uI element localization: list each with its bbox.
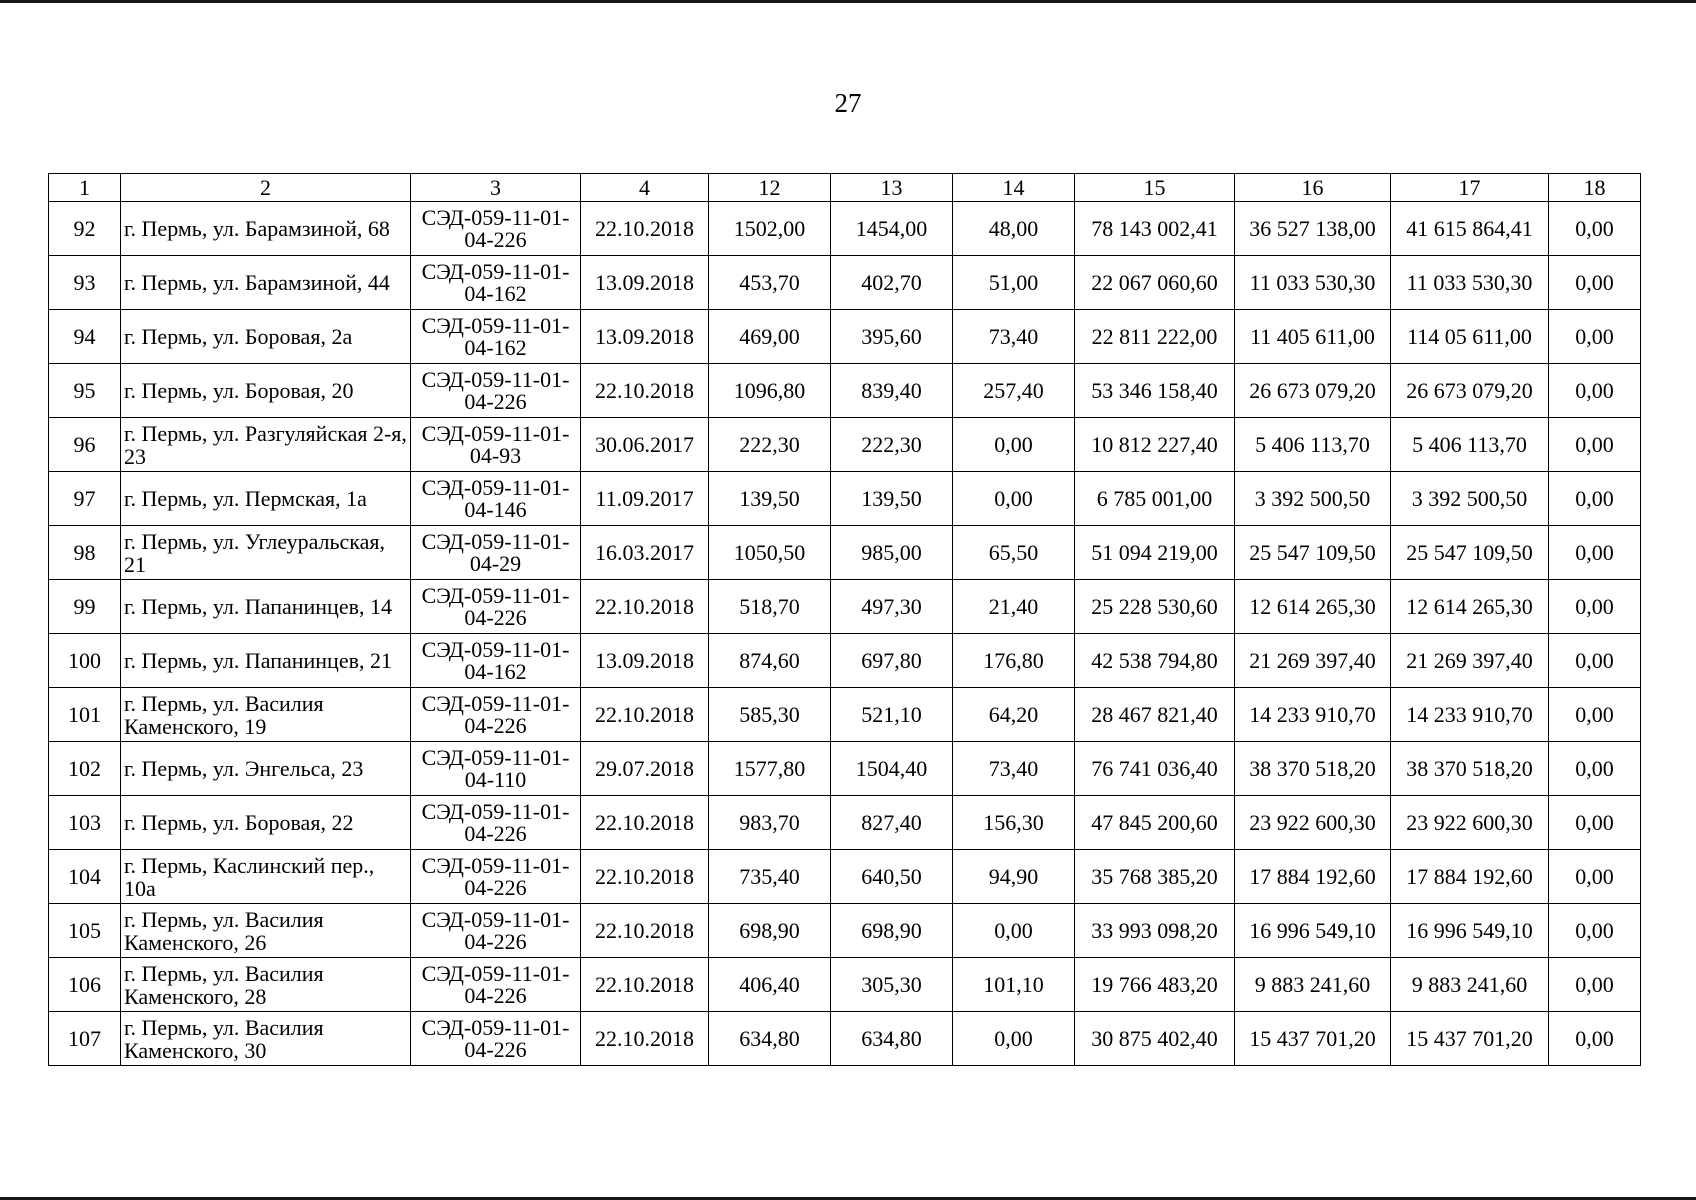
total-area-cell: 698,90	[709, 904, 831, 958]
total-area-cell: 406,40	[709, 958, 831, 1012]
decree-date-cell: 22.10.2018	[581, 1012, 709, 1066]
non-residential-area-cell: 21,40	[953, 580, 1075, 634]
fund-share-cell: 23 922 600,30	[1235, 796, 1391, 850]
non-residential-area-cell: 0,00	[953, 1012, 1075, 1066]
column-header-1: 1	[49, 174, 121, 202]
non-residential-area-cell: 156,30	[953, 796, 1075, 850]
total-cost-cell: 6 785 001,00	[1075, 472, 1235, 526]
address-cell: г. Пермь, ул. Барамзиной, 68	[121, 202, 411, 256]
owner-share-cell: 9 883 241,60	[1391, 958, 1549, 1012]
residential-area-cell: 222,30	[831, 418, 953, 472]
decree-number-cell: СЭД-059-11-01-04-29	[411, 526, 581, 580]
total-cost-cell: 51 094 219,00	[1075, 526, 1235, 580]
decree-number-cell: СЭД-059-11-01-04-226	[411, 850, 581, 904]
residential-area-cell: 827,40	[831, 796, 953, 850]
total-area-cell: 634,80	[709, 1012, 831, 1066]
address-cell: г. Пермь, ул. Боровая, 22	[121, 796, 411, 850]
row-number-cell: 106	[49, 958, 121, 1012]
decree-date-cell: 16.03.2017	[581, 526, 709, 580]
table-row	[49, 526, 1641, 580]
decree-number-cell: СЭД-059-11-01-04-226	[411, 580, 581, 634]
column-header-13: 13	[831, 174, 953, 202]
owner-share-cell: 38 370 518,20	[1391, 742, 1549, 796]
total-area-cell: 585,30	[709, 688, 831, 742]
total-area-cell: 453,70	[709, 256, 831, 310]
decree-number-cell: СЭД-059-11-01-04-226	[411, 1012, 581, 1066]
table-row	[49, 202, 1641, 256]
remaining-cell: 0,00	[1549, 850, 1641, 904]
table-row	[49, 958, 1641, 1012]
remaining-cell: 0,00	[1549, 580, 1641, 634]
fund-share-cell: 5 406 113,70	[1235, 418, 1391, 472]
total-area-cell: 1502,00	[709, 202, 831, 256]
scan-edge-top	[0, 0, 1696, 3]
row-number-cell: 103	[49, 796, 121, 850]
fund-share-cell: 21 269 397,40	[1235, 634, 1391, 688]
decree-date-cell: 11.09.2017	[581, 472, 709, 526]
column-header-12: 12	[709, 174, 831, 202]
address-cell: г. Пермь, ул. Боровая, 20	[121, 364, 411, 418]
row-number-cell: 94	[49, 310, 121, 364]
row-number-cell: 95	[49, 364, 121, 418]
row-number-cell: 93	[49, 256, 121, 310]
address-cell: г. Пермь, ул. Папанинцев, 14	[121, 580, 411, 634]
non-residential-area-cell: 94,90	[953, 850, 1075, 904]
owner-share-cell: 3 392 500,50	[1391, 472, 1549, 526]
remaining-cell: 0,00	[1549, 418, 1641, 472]
table-header-row	[49, 174, 1641, 202]
row-number-cell: 101	[49, 688, 121, 742]
owner-share-cell: 14 233 910,70	[1391, 688, 1549, 742]
non-residential-area-cell: 257,40	[953, 364, 1075, 418]
address-cell: г. Пермь, ул. Энгельса, 23	[121, 742, 411, 796]
row-number-cell: 96	[49, 418, 121, 472]
owner-share-cell: 114 05 611,00	[1391, 310, 1549, 364]
residential-area-cell: 634,80	[831, 1012, 953, 1066]
total-area-cell: 735,40	[709, 850, 831, 904]
decree-number-cell: СЭД-059-11-01-04-146	[411, 472, 581, 526]
decree-date-cell: 22.10.2018	[581, 796, 709, 850]
decree-date-cell: 22.10.2018	[581, 580, 709, 634]
address-cell: г. Пермь, ул. Василия Каменского, 30	[121, 1012, 411, 1066]
total-cost-cell: 22 067 060,60	[1075, 256, 1235, 310]
total-area-cell: 874,60	[709, 634, 831, 688]
column-header-18: 18	[1549, 174, 1641, 202]
residential-area-cell: 640,50	[831, 850, 953, 904]
address-cell: г. Пермь, ул. Папанинцев, 21	[121, 634, 411, 688]
residential-area-cell: 497,30	[831, 580, 953, 634]
non-residential-area-cell: 0,00	[953, 418, 1075, 472]
decree-date-cell: 22.10.2018	[581, 850, 709, 904]
total-cost-cell: 78 143 002,41	[1075, 202, 1235, 256]
owner-share-cell: 16 996 549,10	[1391, 904, 1549, 958]
residential-area-cell: 985,00	[831, 526, 953, 580]
table-row	[49, 418, 1641, 472]
row-number-cell: 104	[49, 850, 121, 904]
fund-share-cell: 3 392 500,50	[1235, 472, 1391, 526]
column-header-2: 2	[121, 174, 411, 202]
column-header-17: 17	[1391, 174, 1549, 202]
total-cost-cell: 28 467 821,40	[1075, 688, 1235, 742]
owner-share-cell: 23 922 600,30	[1391, 796, 1549, 850]
total-area-cell: 1577,80	[709, 742, 831, 796]
address-cell: г. Пермь, ул. Пермская, 1а	[121, 472, 411, 526]
owner-share-cell: 25 547 109,50	[1391, 526, 1549, 580]
residential-area-cell: 305,30	[831, 958, 953, 1012]
owner-share-cell: 21 269 397,40	[1391, 634, 1549, 688]
total-cost-cell: 25 228 530,60	[1075, 580, 1235, 634]
row-number-cell: 98	[49, 526, 121, 580]
fund-share-cell: 26 673 079,20	[1235, 364, 1391, 418]
fund-share-cell: 9 883 241,60	[1235, 958, 1391, 1012]
decree-date-cell: 22.10.2018	[581, 958, 709, 1012]
residential-area-cell: 395,60	[831, 310, 953, 364]
row-number-cell: 100	[49, 634, 121, 688]
owner-share-cell: 41 615 864,41	[1391, 202, 1549, 256]
column-header-15: 15	[1075, 174, 1235, 202]
total-cost-cell: 10 812 227,40	[1075, 418, 1235, 472]
remaining-cell: 0,00	[1549, 1012, 1641, 1066]
owner-share-cell: 26 673 079,20	[1391, 364, 1549, 418]
table-row	[49, 904, 1641, 958]
residential-area-cell: 521,10	[831, 688, 953, 742]
fund-share-cell: 11 405 611,00	[1235, 310, 1391, 364]
address-cell: г. Пермь, ул. Боровая, 2а	[121, 310, 411, 364]
remaining-cell: 0,00	[1549, 256, 1641, 310]
fund-share-cell: 16 996 549,10	[1235, 904, 1391, 958]
residential-area-cell: 697,80	[831, 634, 953, 688]
fund-share-cell: 11 033 530,30	[1235, 256, 1391, 310]
non-residential-area-cell: 51,00	[953, 256, 1075, 310]
owner-share-cell: 12 614 265,30	[1391, 580, 1549, 634]
decree-number-cell: СЭД-059-11-01-04-93	[411, 418, 581, 472]
row-number-cell: 102	[49, 742, 121, 796]
decree-number-cell: СЭД-059-11-01-04-226	[411, 688, 581, 742]
residential-area-cell: 839,40	[831, 364, 953, 418]
table-row	[49, 1012, 1641, 1066]
decree-date-cell: 13.09.2018	[581, 256, 709, 310]
decree-date-cell: 22.10.2018	[581, 904, 709, 958]
decree-date-cell: 29.07.2018	[581, 742, 709, 796]
table-row	[49, 688, 1641, 742]
total-cost-cell: 33 993 098,20	[1075, 904, 1235, 958]
non-residential-area-cell: 0,00	[953, 472, 1075, 526]
total-area-cell: 983,70	[709, 796, 831, 850]
decree-number-cell: СЭД-059-11-01-04-226	[411, 202, 581, 256]
decree-number-cell: СЭД-059-11-01-04-226	[411, 796, 581, 850]
remaining-cell: 0,00	[1549, 202, 1641, 256]
address-cell: г. Пермь, ул. Василия Каменского, 19	[121, 688, 411, 742]
total-cost-cell: 47 845 200,60	[1075, 796, 1235, 850]
non-residential-area-cell: 48,00	[953, 202, 1075, 256]
decree-number-cell: СЭД-059-11-01-04-226	[411, 364, 581, 418]
total-area-cell: 222,30	[709, 418, 831, 472]
decree-date-cell: 22.10.2018	[581, 364, 709, 418]
remaining-cell: 0,00	[1549, 796, 1641, 850]
row-number-cell: 107	[49, 1012, 121, 1066]
decree-number-cell: СЭД-059-11-01-04-226	[411, 958, 581, 1012]
column-header-4: 4	[581, 174, 709, 202]
decree-date-cell: 22.10.2018	[581, 688, 709, 742]
non-residential-area-cell: 101,10	[953, 958, 1075, 1012]
fund-share-cell: 14 233 910,70	[1235, 688, 1391, 742]
decree-number-cell: СЭД-059-11-01-04-162	[411, 256, 581, 310]
total-cost-cell: 19 766 483,20	[1075, 958, 1235, 1012]
total-cost-cell: 30 875 402,40	[1075, 1012, 1235, 1066]
total-area-cell: 1096,80	[709, 364, 831, 418]
total-cost-cell: 35 768 385,20	[1075, 850, 1235, 904]
remaining-cell: 0,00	[1549, 364, 1641, 418]
fund-share-cell: 36 527 138,00	[1235, 202, 1391, 256]
owner-share-cell: 17 884 192,60	[1391, 850, 1549, 904]
fund-share-cell: 12 614 265,30	[1235, 580, 1391, 634]
column-header-16: 16	[1235, 174, 1391, 202]
register-table	[48, 173, 1641, 1066]
decree-number-cell: СЭД-059-11-01-04-162	[411, 310, 581, 364]
residential-area-cell: 139,50	[831, 472, 953, 526]
row-number-cell: 97	[49, 472, 121, 526]
owner-share-cell: 11 033 530,30	[1391, 256, 1549, 310]
total-area-cell: 139,50	[709, 472, 831, 526]
row-number-cell: 105	[49, 904, 121, 958]
non-residential-area-cell: 73,40	[953, 310, 1075, 364]
fund-share-cell: 38 370 518,20	[1235, 742, 1391, 796]
total-area-cell: 518,70	[709, 580, 831, 634]
address-cell: г. Пермь, ул. Углеуральская, 21	[121, 526, 411, 580]
non-residential-area-cell: 176,80	[953, 634, 1075, 688]
table-row	[49, 580, 1641, 634]
decree-date-cell: 22.10.2018	[581, 202, 709, 256]
fund-share-cell: 17 884 192,60	[1235, 850, 1391, 904]
column-header-3: 3	[411, 174, 581, 202]
remaining-cell: 0,00	[1549, 472, 1641, 526]
non-residential-area-cell: 65,50	[953, 526, 1075, 580]
table-row	[49, 634, 1641, 688]
residential-area-cell: 1454,00	[831, 202, 953, 256]
total-cost-cell: 22 811 222,00	[1075, 310, 1235, 364]
non-residential-area-cell: 73,40	[953, 742, 1075, 796]
address-cell: г. Пермь, ул. Василия Каменского, 28	[121, 958, 411, 1012]
remaining-cell: 0,00	[1549, 688, 1641, 742]
address-cell: г. Пермь, ул. Разгуляйская 2-я, 23	[121, 418, 411, 472]
address-cell: г. Пермь, ул. Барамзиной, 44	[121, 256, 411, 310]
column-header-14: 14	[953, 174, 1075, 202]
page-number: 27	[834, 88, 862, 118]
table-row	[49, 364, 1641, 418]
decree-date-cell: 30.06.2017	[581, 418, 709, 472]
residential-area-cell: 698,90	[831, 904, 953, 958]
total-cost-cell: 53 346 158,40	[1075, 364, 1235, 418]
row-number-cell: 99	[49, 580, 121, 634]
decree-date-cell: 13.09.2018	[581, 634, 709, 688]
total-cost-cell: 42 538 794,80	[1075, 634, 1235, 688]
table-row	[49, 256, 1641, 310]
table-row	[49, 850, 1641, 904]
decree-date-cell: 13.09.2018	[581, 310, 709, 364]
fund-share-cell: 15 437 701,20	[1235, 1012, 1391, 1066]
fund-share-cell: 25 547 109,50	[1235, 526, 1391, 580]
non-residential-area-cell: 64,20	[953, 688, 1075, 742]
total-area-cell: 1050,50	[709, 526, 831, 580]
remaining-cell: 0,00	[1549, 634, 1641, 688]
decree-number-cell: СЭД-059-11-01-04-162	[411, 634, 581, 688]
table-row	[49, 310, 1641, 364]
non-residential-area-cell: 0,00	[953, 904, 1075, 958]
table-row	[49, 742, 1641, 796]
address-cell: г. Пермь, Каслинский пер., 10а	[121, 850, 411, 904]
residential-area-cell: 1504,40	[831, 742, 953, 796]
owner-share-cell: 15 437 701,20	[1391, 1012, 1549, 1066]
table-row	[49, 472, 1641, 526]
remaining-cell: 0,00	[1549, 958, 1641, 1012]
decree-number-cell: СЭД-059-11-01-04-226	[411, 904, 581, 958]
total-area-cell: 469,00	[709, 310, 831, 364]
residential-area-cell: 402,70	[831, 256, 953, 310]
remaining-cell: 0,00	[1549, 742, 1641, 796]
remaining-cell: 0,00	[1549, 904, 1641, 958]
total-cost-cell: 76 741 036,40	[1075, 742, 1235, 796]
table-row	[49, 796, 1641, 850]
remaining-cell: 0,00	[1549, 310, 1641, 364]
owner-share-cell: 5 406 113,70	[1391, 418, 1549, 472]
address-cell: г. Пермь, ул. Василия Каменского, 26	[121, 904, 411, 958]
decree-number-cell: СЭД-059-11-01-04-110	[411, 742, 581, 796]
row-number-cell: 92	[49, 202, 121, 256]
remaining-cell: 0,00	[1549, 526, 1641, 580]
